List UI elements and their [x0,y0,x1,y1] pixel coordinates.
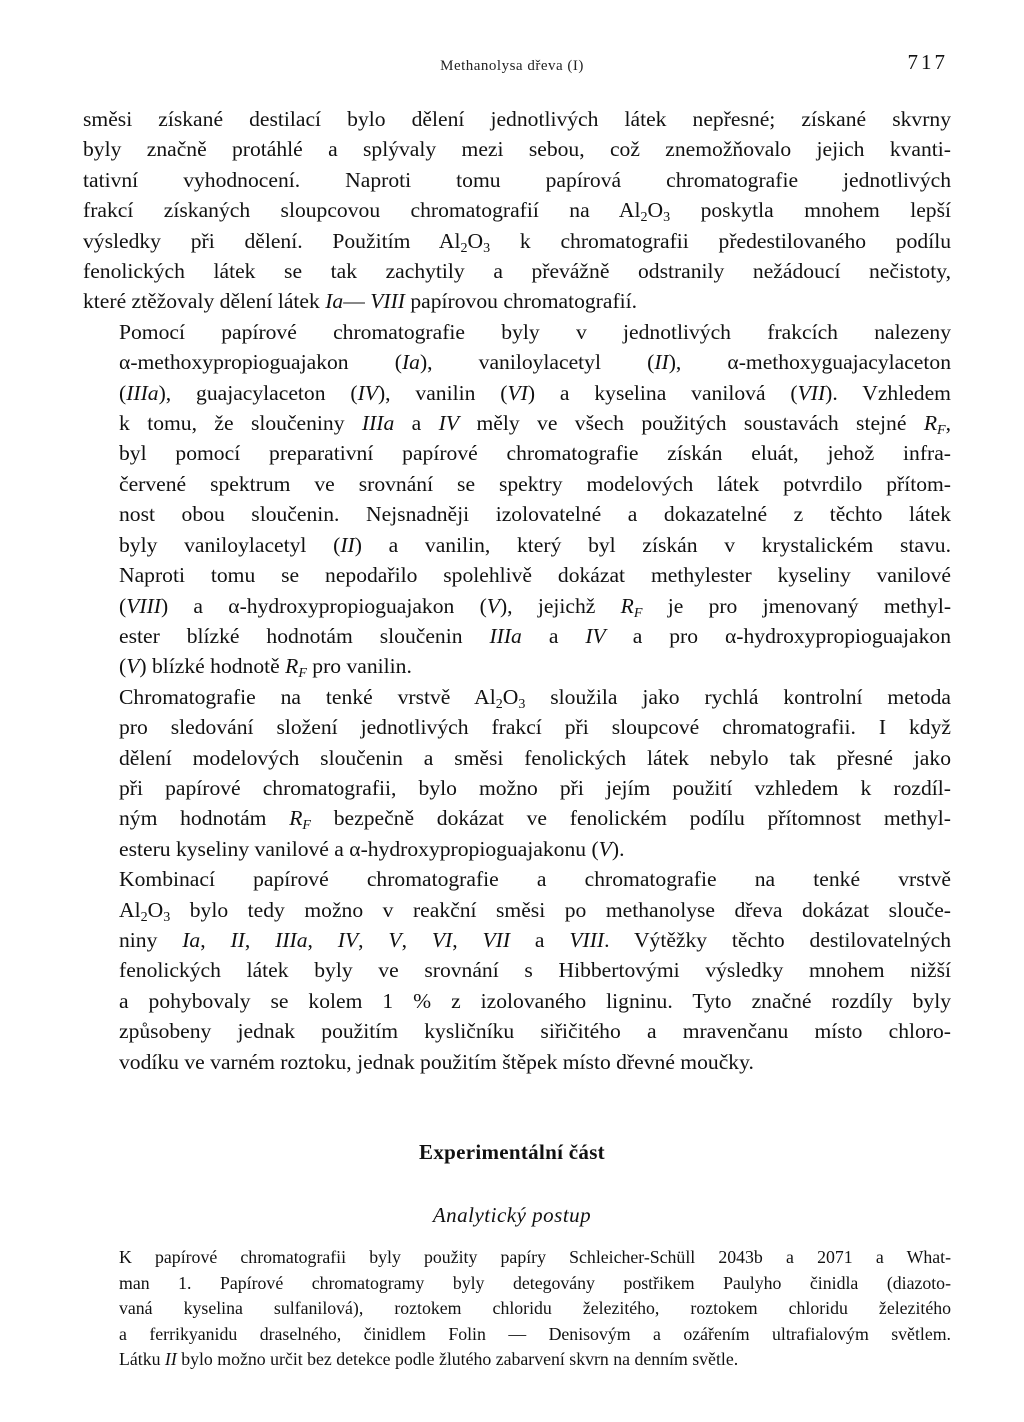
section-heading: Experimentální část [419,1140,605,1164]
paragraph-1: směsi získané destilací bylo dělení jednotlivých látek nepřesné; získané skvrny byly značně protáhlé a splývaly mezi sebou, což znemožňovalo jejich kvanti- tativní vyhodnocení. Naproti tomu papírová chromatografie jednotlivých frakcí získaných sloupcovou chromatografií na $Al_2O_3$ poskytla mnohem lepší výsledky při dělení. Použitím $Al_2O_3$ k chromatografii předestilovaného podílu fenolických látek se tak zachytily a převážně odstranily nežádoucí nečistoty, které ztěžovaly dělení látek Ia— VIII papírovou chromatografií. [83,107,951,314]
running-title: Methanolysa dřeva (I) [440,58,584,74]
body-text [83,104,951,1077]
paragraph-2: Pomocí papírové chromatografie byly v jednotlivých frakcích nalezeny α-methoxypropioguajakon (Ia), vaniloylacetyl (II), α-methoxyguajacylaceton (IIIa), guajacylaceton (IV), vanilin (VI) a kyselina vanilová (VII). Vzhledem k tomu, že sloučeniny IIIa a IV měly ve všech použitých soustavách stejné $R_F$, byl pomocí preparativní papírové chromatografie získán eluát, jehož infra- červené spektrum ve srovnání se spektry modelových látek potvrdilo přítom- nost obou sloučenin. Nejsnadněji izolovatelné a dokazatelné z těchto látek byly vaniloylacetyl (II) a vanilin, který byl získán v krystalickém stavu. Naproti tomu se nepodařilo spolehlivě dokázat methylester kyseliny vanilové (VIII) a α-hydroxypropioguajakon (V), jejichž $R_F$ je pro jmenovaný methyl- ester blízké hodnotám sloučenin IIIa a IV a pro α-hydroxypropioguajakon (V) blízké hodnotě $R_F$ pro vanilin. [119,319,952,682]
section-subheading: Analytický postup [432,1203,592,1227]
paragraph-4: Kombinací papírové chromatografie a chromatografie na tenké vrstvě $Al_2O_3$ bylo tedy možno v reakční směsi po methanolyse dřeva dokázat slouče- niny Ia, II, IIIa, IV, V, VI, VII a VIII. Výtěžky těchto destilovatelných fenolických látek byly ve srovnání s Hibbertovými výsledky mnohem nižší a pohybovaly se kolem 1 % z izolovaného ligninu. Tyto značné rozdíly byly způsobeny jednak použitím kysličníku siřičitého a mravenčanu místo chloro- vodíku ve varném roztoku, jednak použitím štěpek místo dřevné moučky. [119,867,952,1074]
page-number: 717 [907,50,948,74]
method-text [83,1245,951,1373]
paragraph-3: Chromatografie na tenké vrstvě $Al_2O_3$ sloužila jako rychlá kontrolní metoda pro sledování složení jednotlivých frakcí při sloupcové chromatografii. I když dělení modelových sloučenin a směsi fenolických látek nebylo tak přesné jako při papírové chromatografii, bylo možno při jejím použití vzhledem k rozdíl- ným hodnotám $R_F$ bezpečně dokázat ve fenolickém podílu přítomnost methyl- esteru kyseliny vanilové a α-hydroxypropioguajakonu (V). [119,684,951,861]
method-paragraph: K papírové chromatografii byly použity papíry Schleicher-Schüll 2043b a 2071 a What- man 1. Papírové chromatogramy byly detegovány postřikem Paulyho činidla (diazoto- vaná kyselina sulfanilová), roztokem chloridu železitého, roztokem chloridu železitého a ferrikyanidu draselného, činidlem Folin — Denisovým a ozářením ultrafialovým světlem. Látku II bylo možno určit bez detekce podle žlutého zabarvení skvrn na denním světle. [119,1247,951,1370]
